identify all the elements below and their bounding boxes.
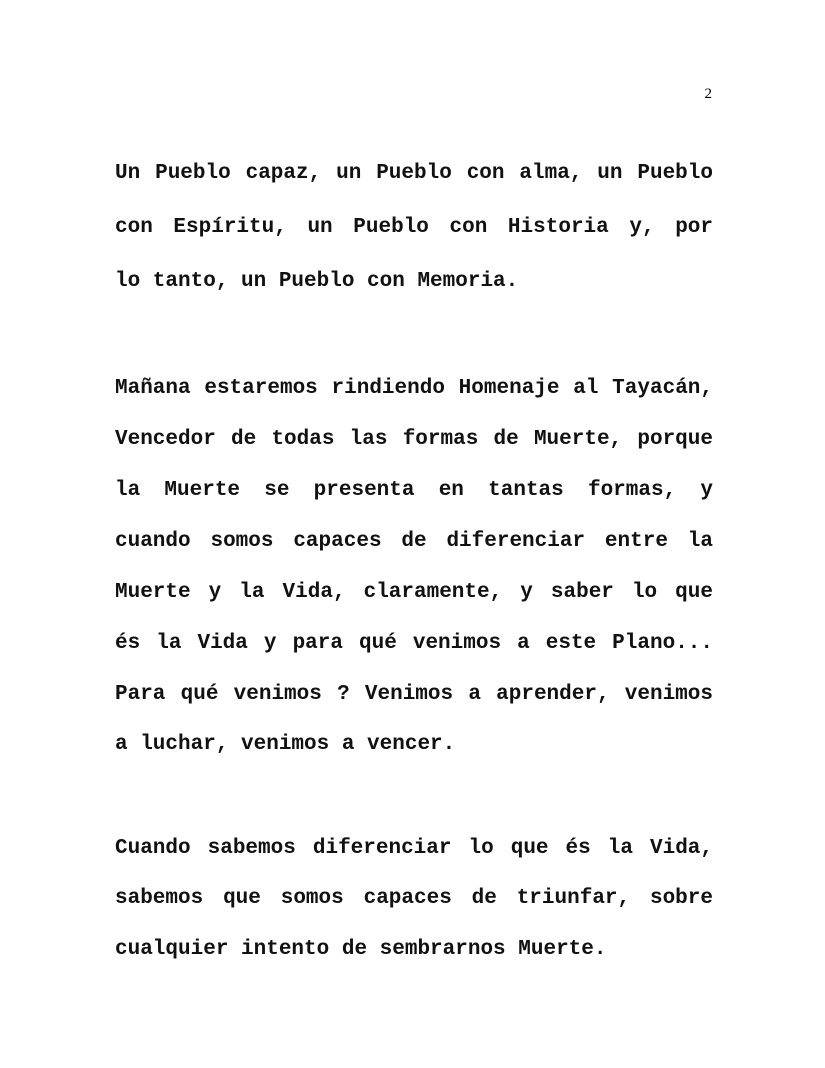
text-line: Cuando sabemos diferenciar lo que és la Vida, (115, 837, 713, 860)
text-line: cuando somos capaces de diferenciar entre la (115, 530, 713, 553)
text-line: a luchar, venimos a vencer. (115, 733, 456, 756)
text-line: Un Pueblo capaz, un Pueblo con alma, un Pueblo (115, 162, 713, 185)
text-line: la Muerte se presenta en tantas formas, y (115, 479, 713, 502)
text-line: Mañana estaremos rindiendo Homenaje al Tayacán, (115, 377, 713, 400)
page-number: 2 (704, 86, 712, 102)
text-line: lo tanto, un Pueblo con Memoria. (115, 270, 519, 293)
text-line: sabemos que somos capaces de triunfar, sobre (115, 887, 713, 910)
text-line: Vencedor de todas las formas de Muerte, porque (115, 428, 713, 451)
text-line: és la Vida y para qué venimos a este Plano... (115, 632, 713, 655)
text-line: con Espíritu, un Pueblo con Historia y, por (115, 216, 713, 239)
text-line: cualquier intento de sembrarnos Muerte. (115, 938, 607, 961)
text-line: Muerte y la Vida, claramente, y saber lo que (115, 581, 713, 604)
text-line: Para qué venimos ? Venimos a aprender, venimos (115, 683, 713, 706)
